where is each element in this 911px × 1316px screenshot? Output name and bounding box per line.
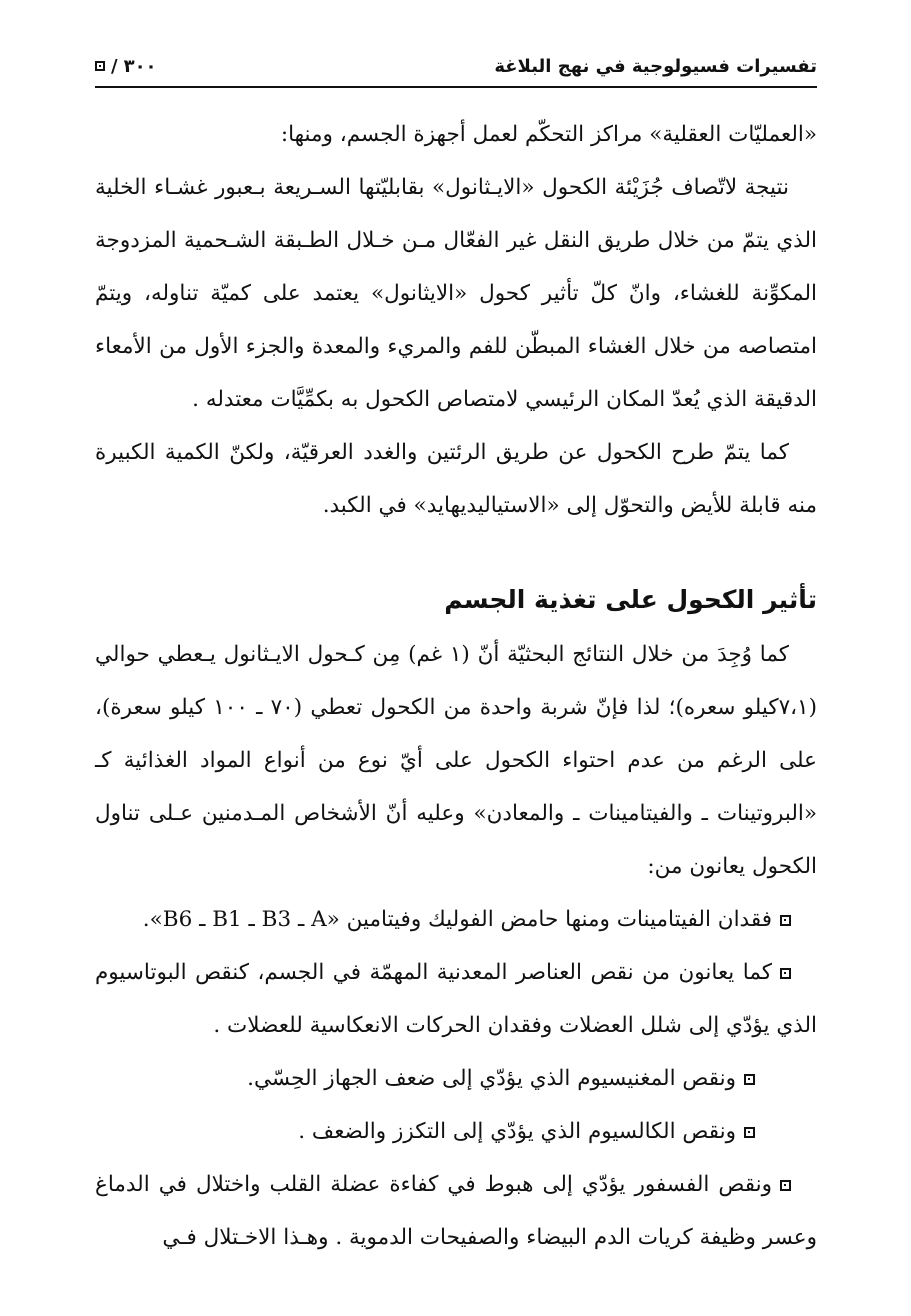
bullet-square-icon (780, 968, 791, 979)
bullet-item (95, 893, 817, 946)
page-number-group (95, 56, 157, 77)
bullet-item (95, 946, 817, 1052)
bullet-item (95, 1158, 817, 1264)
square-ornament-icon (95, 61, 105, 71)
bullet-square-icon (744, 1074, 755, 1085)
bullet-text: فقدان الفيتامينات ومنها حامض الفوليك وفيتامين «A ـ B3 ـ B1 ـ B6». (142, 907, 772, 932)
book-title: تفسيرات فسيولوجية في نهج البلاغة (494, 55, 817, 77)
bullet-text: ونقص الفسفور يؤدّي إلى هبوط في كفاءة عضلة القلب واختلال في الدماغ وعسر وظيفة كريات الدم البيضاء والصفيحات الدموية . وهـذا الاخـتلال فـي (95, 1172, 817, 1250)
bullet-square-icon (744, 1127, 755, 1138)
bullet-text: كما يعانون من نقص العناصر المعدنية المهمّة في الجسم، كنقص البوتاسيوم الذي يؤدّي إلى شلل العضلات وفقدان الحركات الانعكاسية للعضلات . (95, 960, 817, 1038)
page-body (95, 108, 817, 1264)
paragraph-ethanol: نتيجة لاتّصاف جُزَيْئة الكحول «الايـثانول» بقابليّتها السـريعة بـعبور غشـاء الخلية الذي يتمّ من خلال طريق النقل غير الفعّال مـن خـلال الطـبقة الشـحمية المزدوجة المكوِّنة للغشاء، وانّ كلّ تأثير كحول «الايثانول» يعتمد على كميّة تناوله، ويتمّ امتصاصه من خلال الغشاء المبطّن للفم والمريء والمعدة والجزء الأول من الأمعاء الدقيقة الذي يُعدّ المكان الرئيسي لامتصاص الكحول به بكمِّيَّات معتدله . (95, 175, 817, 412)
bullet-text: ونقص المغنيسيوم الذي يؤدّي إلى ضعف الجهاز الحِسّي. (247, 1066, 736, 1091)
page-number: ٣٠٠ (123, 55, 157, 77)
bullet-item (95, 1105, 817, 1158)
paragraph-nutrition: كما وُجِدَ من خلال النتائج البحثيّة أنّ (١ غم) مِن كـحول الايـثانول يـعطي حوالي (٧،١كيلو سعره)؛ لذا فإنّ شربة واحدة من الكحول تعطي (٧٠ ـ ١٠٠ كيلو سعرة)، على الرغم من عدم احتواء الكحول على أيّ نوع من أنواع المواد الغذائية كـ «البروتينات ـ والفيتامينات ـ والمعادن» وعليه أنّ الأشخاص المـدمنين عـلى تناول الكحول يعانون من: (95, 642, 817, 879)
running-header (95, 46, 817, 88)
bullet-square-icon (780, 915, 791, 926)
paragraph-intro: «العمليّات العقلية» مراكز التحكّم لعمل أجهزة الجسم، ومنها: (280, 122, 817, 147)
section-heading: تأثير الكحول على تغذية الجسم (444, 585, 817, 614)
page-separator: / (111, 55, 118, 77)
bullet-item (95, 1052, 817, 1105)
bullet-square-icon (780, 1180, 791, 1191)
paragraph-excretion: كما يتمّ طرح الكحول عن طريق الرئتين والغدد العرقيّة، ولكنّ الكمية الكبيرة منه قابلة للأيض والتحوّل إلى «الاستياليديهايد» في الكبد. (95, 440, 817, 518)
bullet-text: ونقص الكالسيوم الذي يؤدّي إلى التكزز والضعف . (298, 1119, 736, 1144)
